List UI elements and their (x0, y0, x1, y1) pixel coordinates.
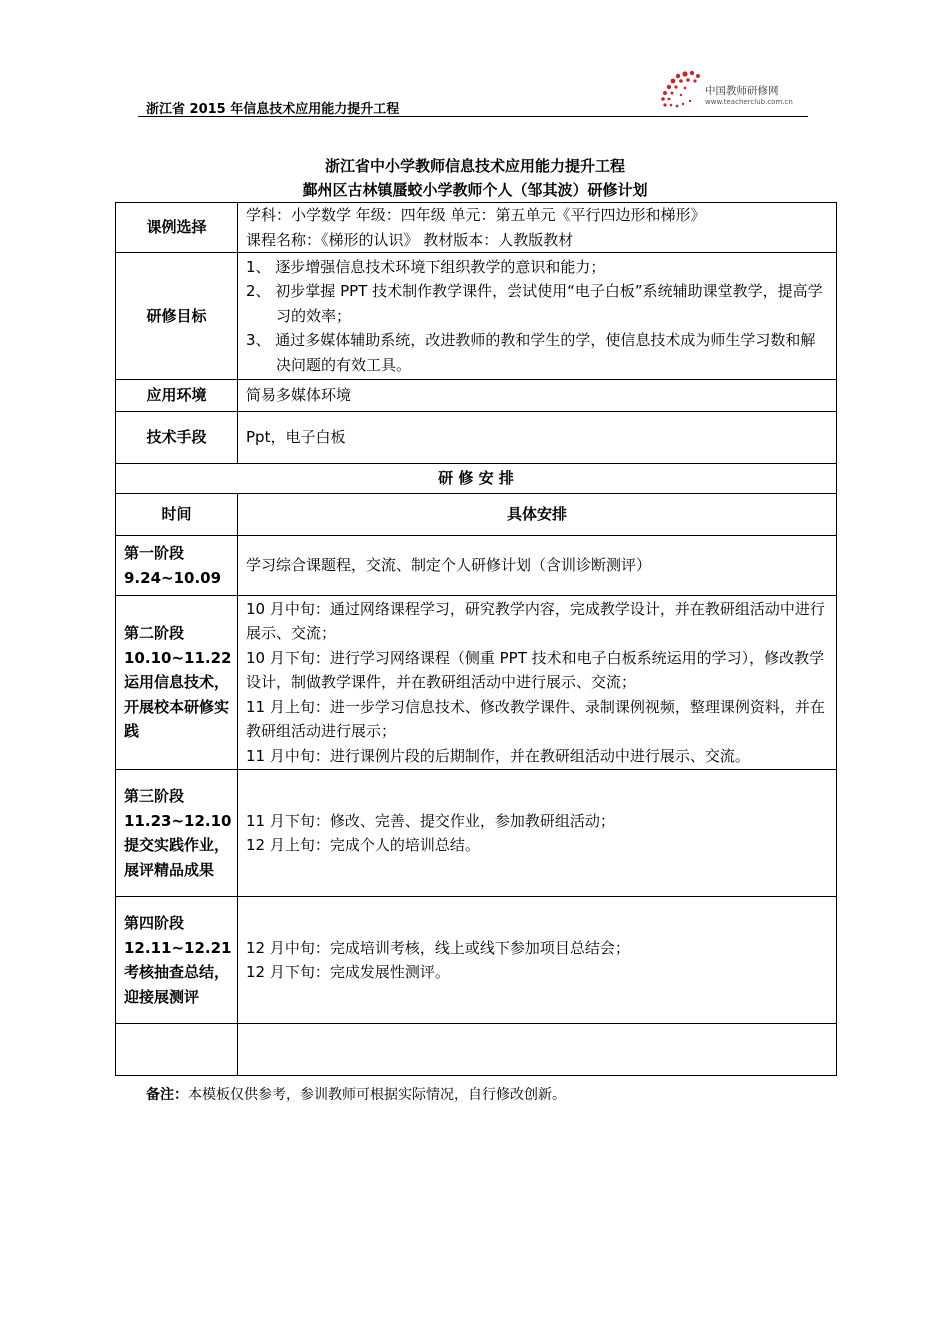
row-goals (116, 253, 837, 380)
stage-name: 第三阶段 (124, 787, 185, 805)
logo-text: 中国教师研修网 (705, 85, 779, 97)
row-environment (116, 380, 837, 412)
stage-row (116, 770, 837, 897)
logo-url: www.teacherclub.com.cn (705, 98, 793, 106)
note-text: 本模板仅供参考，参训教师可根据实际情况，自行修改创新。 (188, 1087, 566, 1103)
stage-label (116, 897, 238, 1024)
stage-name: 第四阶段 (124, 914, 185, 932)
stage-label (116, 770, 238, 897)
note-label: 备注： (146, 1087, 188, 1103)
stage-label (116, 596, 238, 770)
stage-dates: 9.24~10.09 (124, 568, 222, 587)
stage-detail-line: 12 月上旬：完成个人的培训总结。 (246, 836, 480, 854)
stage-row (116, 536, 837, 596)
tools-label: 技术手段 (116, 412, 238, 464)
course-content (238, 203, 837, 253)
stage-details (238, 536, 837, 596)
col-time-header: 时间 (116, 494, 238, 536)
stage-dates: 12.11~12.21 (124, 938, 232, 957)
tools-value: Ppt，电子白板 (238, 412, 837, 464)
stage-desc: 提交实践作业，展评精品成果 (124, 836, 230, 879)
stage-detail-line: 12 月中旬：完成培训考核，线上或线下参加项目总结会； (246, 938, 630, 957)
goals-label: 研修目标 (116, 253, 238, 380)
empty-cell (116, 1024, 238, 1076)
goal-item: 2、 初步掌握 PPT 技术制作教学课件，尝试使用“电子白板”系统辅助课堂教学，提高学习的效率； (246, 282, 823, 325)
page-title: 浙江省中小学教师信息技术应用能力提升工程 (324, 157, 625, 175)
row-schedule-header (116, 494, 837, 536)
goal-item: 1、 逐步增强信息技术环境下组织教学的意识和能力； (246, 257, 606, 276)
stage-dates: 11.23~12.10 (124, 811, 232, 830)
header-divider (138, 116, 808, 117)
goal-item: 3、 通过多媒体辅助系统，改进教师的教和学生的学，使信息技术成为师生学习数和解决问题的有效工具。 (246, 331, 816, 374)
schedule-section-title: 研 修 安 排 (116, 464, 837, 494)
stage-label (116, 536, 238, 596)
header-title: 浙江省 2015 年信息技术应用能力提升工程 (146, 102, 400, 117)
environment-value: 简易多媒体环境 (238, 380, 837, 412)
stage-dates: 10.10~11.22 (124, 648, 232, 667)
footnote (146, 1084, 566, 1104)
stage-details (238, 897, 837, 1024)
course-line-1: 学科：小学数学 年级：四年级 单元：第五单元《平行四边形和梯形》 (246, 206, 706, 224)
stage-detail-line: 12 月下旬：完成发展性测评。 (246, 963, 450, 981)
stage-detail-line: 11 月上旬：进一步学习信息技术、修改教学课件、录制课例视频，整理课例资料，并在教研组活动进行展示； (246, 697, 825, 741)
empty-cell (238, 1024, 837, 1076)
stage-detail-line: 10 月中旬：通过网络课程学习，研究教学内容，完成教学设计，并在教研组活动中进行展示、交流； (246, 599, 825, 643)
course-label: 课例选择 (116, 203, 238, 253)
stage-name: 第二阶段 (124, 624, 185, 643)
stage-details (238, 770, 837, 897)
col-detail-header: 具体安排 (238, 494, 837, 536)
row-tools (116, 412, 837, 464)
stage-row (116, 596, 837, 770)
row-course (116, 203, 837, 253)
stage-details (238, 596, 837, 770)
stage-desc: 运用信息技术，开展校本研修实践 (124, 673, 230, 741)
goals-content (238, 253, 837, 380)
plan-table (115, 202, 837, 1076)
stage-detail-line: 11 月中旬：进行课例片段的后期制作，并在教研组活动中进行展示、交流。 (246, 746, 750, 765)
stage-detail-line: 11 月下旬：修改、完善、提交作业，参加教研组活动； (246, 811, 615, 830)
stage-desc: 考核抽查总结，迎接展测评 (124, 963, 230, 1006)
page-subtitle: 鄞州区古林镇蜃蛟小学教师个人（邹其波）研修计划 (302, 181, 648, 199)
stage-detail-line: 10 月下旬：进行学习网络课程（侧重 PPT 技术和电子白板系统运用的学习），修改教学设计，制做教学课件，并在教研组活动中进行展示、交流； (246, 648, 825, 692)
empty-row (116, 1024, 837, 1076)
stage-detail-line: 学习综合课题程，交流、制定个人研修计划（含训诊断测评） (246, 556, 652, 575)
row-schedule-title (116, 464, 837, 494)
course-line-2: 课程名称：《梯形的认识》 教材版本：人教版教材 (246, 230, 574, 249)
stage-row (116, 897, 837, 1024)
environment-label: 应用环境 (116, 380, 238, 412)
stage-name: 第一阶段 (124, 544, 185, 562)
